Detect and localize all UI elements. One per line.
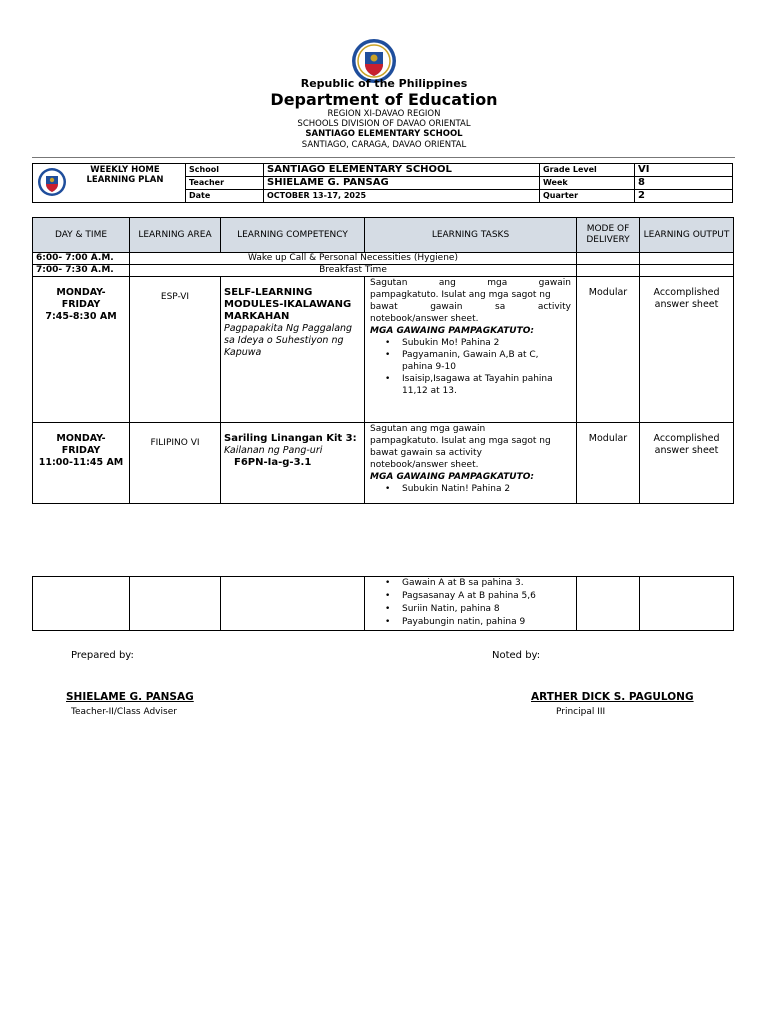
week-value: 8: [635, 177, 733, 190]
competency-code: F6PN-Ia-g-3.1: [234, 457, 312, 468]
task-text: Sagutan ang mga gawain: [370, 278, 571, 288]
day-text: FRIDAY: [61, 299, 101, 310]
header-learning-competency: LEARNING COMPETENCY: [221, 218, 365, 253]
plan-title-line1: WEEKLY HOME: [90, 165, 160, 175]
day-time-cell: [33, 423, 130, 504]
output-cell: Accomplished answer sheet: [640, 277, 734, 423]
day-text: MONDAY-: [56, 287, 106, 298]
task-heading: MGA GAWAING PAMPAGKATUTO:: [370, 472, 535, 482]
day-text: FRIDAY: [61, 445, 101, 456]
task-text: notebook/answer sheet.: [370, 460, 479, 470]
table-row: [33, 423, 734, 504]
list-item: • Subukin Natin! Pahina 2: [402, 483, 571, 495]
deped-mini-seal-icon: [37, 167, 67, 197]
task-text: bawat gawain sa activity: [370, 448, 482, 458]
weekly-plan-table: [32, 217, 734, 504]
table-row: [33, 265, 734, 277]
empty-cell: [577, 253, 640, 265]
day-time-cell: [33, 277, 130, 423]
noted-by-label: Noted by:: [492, 650, 541, 661]
tasks-cell: [365, 423, 577, 504]
noted-by-name: ARTHER DICK S. PAGULONG: [531, 691, 694, 703]
date-label: Date: [186, 190, 264, 203]
competency-cell: [221, 277, 365, 423]
school-label: School: [186, 164, 264, 177]
task-text: pampagkatuto. Isulat ang mga sagot ng: [370, 436, 551, 446]
week-label: Week: [540, 177, 635, 190]
task-text: notebook/answer sheet.: [370, 314, 479, 324]
task-text: pampagkatuto. Isulat ang mga sagot ng: [370, 290, 551, 300]
day-text: MONDAY-: [56, 433, 106, 444]
school-line: SANTIAGO ELEMENTARY SCHOOL: [305, 129, 463, 139]
list-item: • Suriin Natin, pahina 8: [402, 603, 571, 616]
division-line: SCHOOLS DIVISION OF DAVAO ORIENTAL: [297, 119, 471, 129]
teacher-label: Teacher: [186, 177, 264, 190]
header-day-time: DAY & TIME: [33, 218, 130, 253]
school-value: SANTIAGO ELEMENTARY SCHOOL: [264, 164, 540, 177]
prepared-by-label: Prepared by:: [71, 650, 134, 661]
date-value: OCTOBER 13-17, 2025: [264, 190, 540, 203]
plan-title: [69, 165, 181, 185]
region-line: REGION XI-DAVAO REGION: [327, 109, 441, 119]
competency-subtitle: Pagpapakita Ng Paggalang sa Ideya o Suhestiyon ng Kapuwa: [224, 323, 353, 358]
empty-cell: [640, 577, 734, 631]
task-text: Sagutan ang mga gawain: [370, 424, 486, 434]
task-list: [370, 337, 571, 397]
task-list: [370, 483, 571, 495]
prepared-by-name: SHIELAME G. PANSAG: [66, 691, 194, 703]
task-list: [370, 577, 571, 629]
info-table: [32, 163, 733, 203]
noted-by-position: Principal III: [556, 707, 606, 717]
empty-cell: [640, 253, 734, 265]
quarter-value: 2: [635, 190, 733, 203]
competency-cell: [221, 423, 365, 504]
competency-title: SELF-LEARNING MODULES-IKALAWANG MARKAHAN: [224, 287, 352, 322]
header-divider: [32, 157, 735, 158]
header-learning-output: LEARNING OUTPUT: [640, 218, 734, 253]
republic-heading: Republic of the Philippines: [300, 77, 468, 90]
time-text: 7:45-8:30 AM: [45, 311, 117, 322]
grade-value: VI: [635, 164, 733, 177]
list-item: • Isaisip,Isagawa at Tayahin pahina 11,12 at 13.: [402, 373, 571, 397]
task-text: bawat gawain sa activity: [370, 302, 571, 312]
empty-cell: [33, 577, 130, 631]
quarter-label: Quarter: [540, 190, 635, 203]
address-line: SANTIAGO, CARAGA, DAVAO ORIENTAL: [301, 140, 467, 150]
time-cell: 6:00- 7:00 A.M.: [33, 253, 130, 265]
list-item: • Pagyamanin, Gawain A,B at C, pahina 9-10: [402, 349, 571, 373]
plan-title-line2: LEARNING PLAN: [86, 175, 164, 185]
empty-cell: [640, 265, 734, 277]
competency-title: Sariling Linangan Kit 3:: [224, 433, 357, 444]
department-heading: Department of Education: [270, 90, 498, 109]
output-cell: Accomplished answer sheet: [640, 423, 734, 504]
empty-cell: [577, 265, 640, 277]
plan-title-cell: [33, 164, 186, 203]
list-item: • Pagsasanay A at B pahina 5,6: [402, 590, 571, 603]
time-text: 11:00-11:45 AM: [38, 457, 124, 468]
table-row: [33, 577, 734, 631]
teacher-value: SHIELAME G. PANSAG: [264, 177, 540, 190]
activity-cell: Breakfast Time: [130, 265, 577, 277]
tasks-cell: [365, 277, 577, 423]
time-cell: 7:00- 7:30 A.M.: [33, 265, 130, 277]
header-mode-of-delivery: MODE OF DELIVERY: [577, 218, 640, 253]
learning-area-cell: ESP-VI: [130, 277, 221, 423]
task-heading: MGA GAWAING PAMPAGKATUTO:: [370, 326, 535, 336]
list-item: • Payabungin natin, pahina 9: [402, 616, 571, 629]
list-item: • Gawain A at B sa pahina 3.: [402, 577, 571, 590]
table-row: [33, 277, 734, 423]
empty-cell: [130, 577, 221, 631]
mode-cell: Modular: [577, 277, 640, 423]
learning-area-cell: FILIPINO VI: [130, 423, 221, 504]
empty-cell: [577, 577, 640, 631]
competency-subtitle: Kailanan ng Pang-uri: [224, 445, 323, 456]
header-learning-area: LEARNING AREA: [130, 218, 221, 253]
list-item: • Subukin Mo! Pahina 2: [402, 337, 571, 349]
prepared-by-position: Teacher-II/Class Adviser: [71, 707, 177, 717]
tasks-cell: [365, 577, 577, 631]
table-row: [33, 253, 734, 265]
empty-cell: [221, 577, 365, 631]
activity-cell: Wake up Call & Personal Necessities (Hygiene): [130, 253, 577, 265]
header-learning-tasks: LEARNING TASKS: [365, 218, 577, 253]
mode-cell: Modular: [577, 423, 640, 504]
grade-label: Grade Level: [540, 164, 635, 177]
continued-plan-table: [32, 576, 734, 631]
